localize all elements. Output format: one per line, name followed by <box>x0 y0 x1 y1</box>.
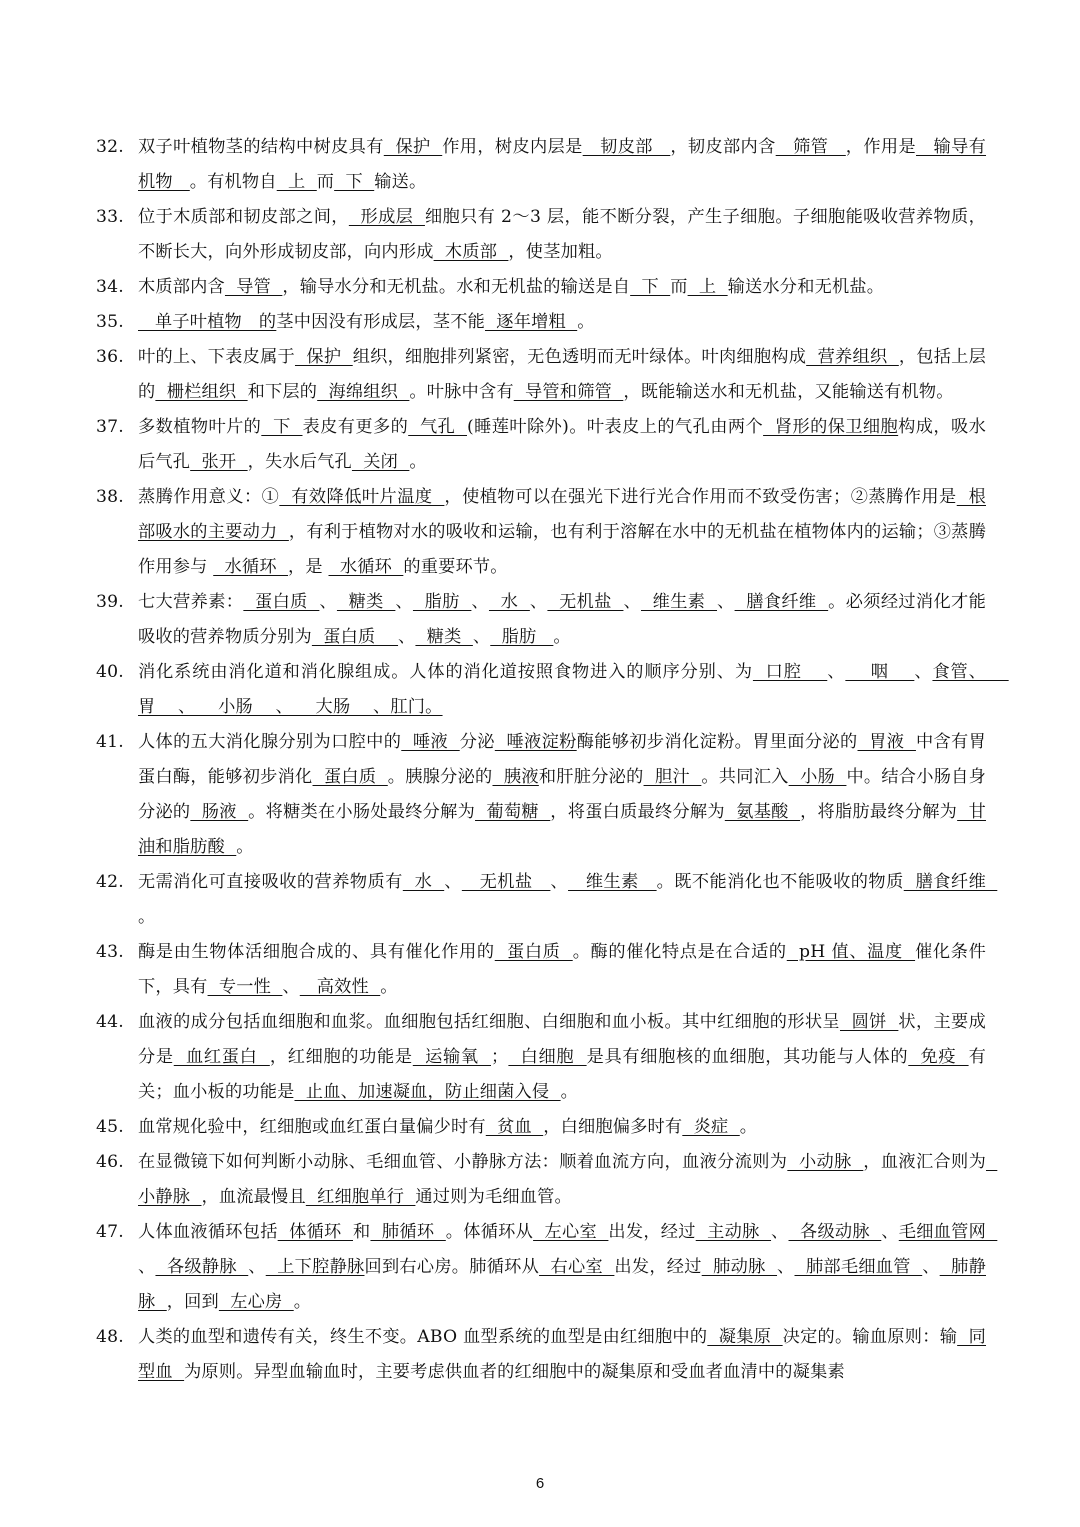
answer-blank: 同型血 <box>138 1327 987 1382</box>
question-item <box>96 130 986 200</box>
question-text: 决定的。输血原则：输 <box>782 1327 958 1347</box>
question-text: 人体的五大消化腺分别为口腔中的 <box>138 732 402 752</box>
answer-blank: 上 <box>276 172 317 192</box>
answer-blank: 保护 <box>294 347 353 367</box>
question-text: ； <box>491 1047 509 1067</box>
answer-blank: 小静脉 <box>138 1152 998 1207</box>
answer-blank: 肺静脉 <box>138 1257 986 1312</box>
answer-blank: 糖类 <box>336 592 396 612</box>
question-text: 。叶脉中含有 <box>409 382 514 402</box>
answer-blank: 有效降低叶片温度 <box>279 487 445 507</box>
question-text: 出发，经过 <box>608 1222 696 1242</box>
question-number: 40. <box>96 662 124 682</box>
question-item <box>96 1145 998 1215</box>
question-number: 42. <box>96 872 124 892</box>
answer-blank: 导管和筛管 <box>513 382 624 402</box>
question-text: 酶是由生物体活细胞合成的、具有催化作用的 <box>138 942 495 962</box>
answer-blank: 毛细血管网 <box>898 1222 998 1242</box>
answer-blank: 张开 <box>190 452 248 472</box>
answer-blank: 食管、 胃 、 小肠 、 大肠 、肛门。 <box>138 662 1009 717</box>
question-text: ，是 <box>288 557 329 577</box>
answer-blank: 单子叶植物 的 <box>138 312 277 332</box>
question-item <box>96 200 986 270</box>
question-item <box>96 305 986 340</box>
answer-blank: 胃液 <box>857 732 916 752</box>
question-number: 48. <box>96 1327 124 1347</box>
question-text: 人类的血型和遗传有关，终生不变。ABO 血型系统的血型是由红细胞中的 <box>138 1327 708 1347</box>
answer-blank: 下 <box>334 172 375 192</box>
answer-blank: 上 <box>687 277 728 297</box>
question-number: 35. <box>96 312 124 332</box>
question-text: 而 <box>670 277 688 297</box>
question-text: 叶的上、下表皮属于 <box>138 347 295 367</box>
question-number: 32. <box>96 137 124 157</box>
answer-blank: 肺循环 <box>370 1222 446 1242</box>
question-text: 、 <box>550 872 569 892</box>
question-text: ，血液汇合则为 <box>863 1152 986 1172</box>
question-text: ，失水后气孔 <box>247 452 352 472</box>
answer-blank: 下 <box>261 417 303 437</box>
question-text: 细胞只有 2～3 层，能不断分裂，产生子细胞。子细胞能吸收营养物质，不断长大，向外形成韧皮部，向内形成 <box>138 207 986 262</box>
question-number: 46. <box>96 1152 124 1172</box>
question-text: 、 <box>717 592 735 612</box>
answer-blank: 无机盐 <box>547 592 624 612</box>
question-item <box>96 725 986 865</box>
question-text: 。 <box>236 837 254 857</box>
answer-blank: 蛋白质 <box>312 767 388 787</box>
answer-blank: 韧皮部 <box>582 137 671 157</box>
question-number: 38. <box>96 487 124 507</box>
answer-blank: 脂肪 <box>412 592 472 612</box>
question-text: 输送。 <box>374 172 427 192</box>
question-text: 多数植物叶片的 <box>138 417 262 437</box>
question-text: 七大营养素： <box>138 592 244 612</box>
answer-blank: 胆汁 <box>643 767 702 787</box>
answer-blank: 肺动脉 <box>701 1257 778 1277</box>
question-item <box>96 865 998 935</box>
question-text: ，既能输送水和无机盐，又能输送有机物。 <box>623 382 954 402</box>
answer-blank: 上下腔静脉 <box>265 1257 365 1277</box>
question-text: 。共同汇入 <box>701 767 789 787</box>
question-text: 表皮有更多的 <box>302 417 409 437</box>
question-text: 在显微镜下如何判断小动脉、毛细血管、小静脉方法：顺着血流方向，血液分流则为 <box>138 1152 788 1172</box>
question-text: 、 <box>472 627 491 647</box>
question-text: 双子叶植物茎的结构中树皮具有 <box>138 137 384 157</box>
question-text: 。必须经过消化才能吸收的营养物质分别为 <box>138 592 986 647</box>
answer-blank: 红细胞单行 <box>305 1187 416 1207</box>
answer-blank: 蛋白质 <box>494 942 573 962</box>
question-number: 45. <box>96 1117 124 1137</box>
answer-blank: 贫血 <box>485 1117 544 1137</box>
answer-blank: 蛋白质 <box>311 627 399 647</box>
question-text: ，包括上层的 <box>138 347 986 402</box>
question-text: 酶能够初步消化淀粉。胃里面分泌的 <box>576 732 858 752</box>
question-number: 34. <box>96 277 124 297</box>
question-text: ，作用是 <box>845 137 917 157</box>
question-text: (睡莲叶除外)。叶表皮上的气孔由两个 <box>466 417 764 437</box>
answer-blank: 氨基酸 <box>724 802 801 822</box>
question-text: ，输导水分和无机盐。水和无机盐的输送是自 <box>282 277 631 297</box>
question-text: 、 <box>444 872 462 892</box>
answer-blank: 输导有机物 <box>138 137 987 192</box>
question-text: 、 <box>398 627 416 647</box>
question-text: 。 <box>553 627 571 647</box>
answer-blank: 炎症 <box>682 1117 740 1137</box>
question-text: 组织，细胞排列紧密，无色透明而无叶绿体。叶肉细胞构成 <box>352 347 807 367</box>
answer-blank: 左心室 <box>533 1222 609 1242</box>
question-text: 有关；血小板的功能是 <box>138 1047 986 1102</box>
question-text: 、 <box>777 1257 795 1277</box>
question-text: 、 <box>827 662 846 682</box>
question-text: 是具有细胞核的血细胞，其功能与人体的 <box>586 1047 909 1067</box>
question-number: 43. <box>96 942 124 962</box>
question-text: 作用，树皮内层是 <box>442 137 583 157</box>
question-text: ，有利于植物对水的吸收和运输，也有利于溶解在水中的无机盐在植物体内的运输；③蒸腾作用参与 <box>138 522 986 577</box>
answer-blank: 各级静脉 <box>155 1257 249 1277</box>
answer-blank: 唾液淀粉 <box>494 732 577 752</box>
question-text: ，血流最慢且 <box>201 1187 306 1207</box>
question-text: 输送水分和无机盐。 <box>727 277 885 297</box>
answer-blank: 糖类 <box>415 627 473 647</box>
question-text: ，使茎加粗。 <box>508 242 613 262</box>
question-text: 和 <box>353 1222 371 1242</box>
question-text: 催化条件下，具有 <box>138 942 986 997</box>
question-text: ，红细胞的功能是 <box>269 1047 413 1067</box>
answer-blank: 专一性 <box>207 977 283 997</box>
answer-blank: 导管 <box>224 277 283 297</box>
question-text: 、 <box>623 592 641 612</box>
question-number: 39. <box>96 592 124 612</box>
question-text: ，白细胞偏多时有 <box>543 1117 683 1137</box>
question-text: 、 <box>881 1222 899 1242</box>
answer-blank: 唾液 <box>401 732 460 752</box>
question-text: 、 <box>138 1257 156 1277</box>
answer-blank: 脂肪 <box>490 627 554 647</box>
question-text: 。 <box>739 1117 758 1137</box>
question-text: 木质部内含 <box>138 277 225 297</box>
question-text: 、 <box>282 977 300 997</box>
question-text: 。有机物自 <box>189 172 277 192</box>
answer-blank: 栅栏组织 <box>155 382 248 402</box>
question-text: 。既不能消化也不能吸收的物质 <box>656 872 904 892</box>
question-text: 通过则为毛细血管。 <box>415 1187 572 1207</box>
question-item <box>96 1215 998 1320</box>
answer-blank: 小肠 <box>788 767 847 787</box>
answer-blank: 右心室 <box>539 1257 615 1277</box>
answer-blank: 保护 <box>383 137 443 157</box>
answer-blank: 筛管 <box>775 137 846 157</box>
answer-blank: 气孔 <box>408 417 467 437</box>
answer-blank: 小动脉 <box>787 1152 864 1172</box>
answer-blank: 水 <box>402 872 445 892</box>
answer-blank: 各级动脉 <box>788 1222 882 1242</box>
question-list <box>96 130 1009 1390</box>
question-text: 、 <box>922 1257 940 1277</box>
question-text: 而 <box>316 172 335 192</box>
question-item <box>96 340 986 410</box>
answer-blank: 逐年增粗 <box>484 312 578 332</box>
answer-blank: 血红蛋白 <box>173 1047 270 1067</box>
answer-blank: 胰液 <box>492 767 539 787</box>
question-item <box>96 1110 986 1145</box>
question-text: 。将糖类在小肠处最终分解为 <box>248 802 476 822</box>
question-text: ，韧皮部内含 <box>670 137 776 157</box>
question-number: 41. <box>96 732 124 752</box>
question-text: 血常规化验中，红细胞或血红蛋白量偏少时有 <box>138 1117 486 1137</box>
question-text: 、 <box>319 592 337 612</box>
answer-blank: 营养组织 <box>806 347 899 367</box>
answer-blank: 白细胞 <box>508 1047 587 1067</box>
question-text: 、 <box>771 1222 789 1242</box>
question-text: 、 <box>248 1257 266 1277</box>
question-number: 36. <box>96 347 124 367</box>
question-number: 37. <box>96 417 124 437</box>
question-text: 。 <box>409 452 427 472</box>
answer-blank: 免疫 <box>908 1047 969 1067</box>
question-text: 构成，吸水后气孔 <box>138 417 987 472</box>
question-text: 。酶的催化特点是在合适的 <box>572 942 787 962</box>
question-text: ，将蛋白质最终分解为 <box>550 802 725 822</box>
question-text: 。胰腺分泌的 <box>387 767 493 787</box>
question-item <box>96 655 1009 725</box>
question-text: 。 <box>138 907 156 927</box>
answer-blank: 关闭 <box>351 452 410 472</box>
question-text: 为原则。异型血输血时，主要考虑供血者的红细胞中的凝集原和受血者血清中的凝集素 <box>184 1362 845 1382</box>
question-item <box>96 480 986 585</box>
answer-blank: 根部吸水的主要动力 <box>138 487 986 542</box>
page-number: 6 <box>535 1475 545 1492</box>
answer-blank: 体循环 <box>277 1222 353 1242</box>
question-item <box>96 585 986 655</box>
question-text: 中。结合小肠自身分泌的 <box>138 767 986 822</box>
answer-blank: 运输氧 <box>412 1047 491 1067</box>
question-text: 、 <box>395 592 413 612</box>
question-text: 。体循环从 <box>445 1222 534 1242</box>
question-text: 。 <box>380 977 398 997</box>
question-text: ，回到 <box>166 1292 219 1312</box>
answer-blank: 下 <box>630 277 671 297</box>
question-text: 、 <box>529 592 548 612</box>
answer-blank: 肺部毛细血管 <box>794 1257 923 1277</box>
question-text: 消化系统由消化道和消化腺组成。人体的消化道按照食物进入的顺序分别、为 <box>138 662 753 682</box>
question-text: 、 <box>914 662 933 682</box>
answer-blank: 水循环 <box>328 557 404 577</box>
question-text: 和肝脏分泌的 <box>538 767 644 787</box>
question-text: 。 <box>293 1292 312 1312</box>
question-text: 状，主要成分是 <box>138 1012 986 1067</box>
question-text: 回到右心房。肺循环从 <box>364 1257 540 1277</box>
question-number: 33. <box>96 207 124 227</box>
question-text: 和下层的 <box>247 382 318 402</box>
answer-blank: 维生素 <box>641 592 718 612</box>
question-text: 。 <box>577 312 595 332</box>
question-item <box>96 270 986 305</box>
answer-blank: 肠液 <box>190 802 249 822</box>
question-text: 茎中因没有形成层，茎不能 <box>276 312 485 332</box>
answer-blank: 圆饼 <box>839 1012 899 1032</box>
answer-blank: pH 值、温度 <box>786 942 916 962</box>
question-text: 。 <box>560 1082 578 1102</box>
question-text: 、 <box>471 592 489 612</box>
question-text: 的重要环节。 <box>403 557 508 577</box>
answer-blank: 止血、加速凝血，防止细菌入侵 <box>294 1082 561 1102</box>
question-item <box>96 935 986 1005</box>
question-item <box>96 1005 986 1110</box>
question-text: 中含有胃蛋白酶，能够初步消化 <box>138 732 986 787</box>
question-text: ，使植物可以在强光下进行光合作用而不致受伤害；②蒸腾作用是 <box>444 487 957 507</box>
question-text: 人体血液循环包括 <box>138 1222 278 1242</box>
answer-blank: 高效性 <box>299 977 381 997</box>
question-text: 蒸腾作用意义：① <box>138 487 280 507</box>
question-text: 血液的成分包括血细胞和血浆。血细胞包括红细胞、白细胞和血小板。其中红细胞的形状呈 <box>138 1012 840 1032</box>
answer-blank: 形成层 <box>348 207 425 227</box>
answer-blank: 维生素 <box>568 872 657 892</box>
answer-blank: 膳食纤维 <box>903 872 998 892</box>
answer-blank: 甘油和脂肪酸 <box>138 802 986 857</box>
answer-blank: 口腔 <box>752 662 828 682</box>
answer-blank: 蛋白质 <box>243 592 320 612</box>
answer-blank: 葡萄糖 <box>475 802 551 822</box>
answer-blank: 凝集原 <box>707 1327 783 1347</box>
answer-blank: 无机盐 <box>461 872 551 892</box>
answer-blank: 左心房 <box>218 1292 294 1312</box>
question-text: ，将脂肪最终分解为 <box>800 802 958 822</box>
question-text: 位于木质部和韧皮部之间， <box>138 207 349 227</box>
answer-blank: 水循环 <box>213 557 289 577</box>
question-item <box>96 1320 986 1390</box>
question-item <box>96 410 986 480</box>
answer-blank: 咽 <box>845 662 915 682</box>
question-text: 无需消化可直接吸收的营养物质有 <box>138 872 403 892</box>
question-number: 47. <box>96 1222 124 1242</box>
answer-blank: 膳食纤维 <box>734 592 829 612</box>
answer-blank: 主动脉 <box>695 1222 772 1242</box>
answer-blank: 肾形的保卫细胞 <box>763 417 899 437</box>
answer-blank: 海绵组织 <box>317 382 410 402</box>
question-number: 44. <box>96 1012 124 1032</box>
answer-blank: 木质部 <box>433 242 509 262</box>
question-text: 出发，经过 <box>614 1257 702 1277</box>
question-text: 分泌 <box>459 732 495 752</box>
answer-blank: 水 <box>488 592 530 612</box>
